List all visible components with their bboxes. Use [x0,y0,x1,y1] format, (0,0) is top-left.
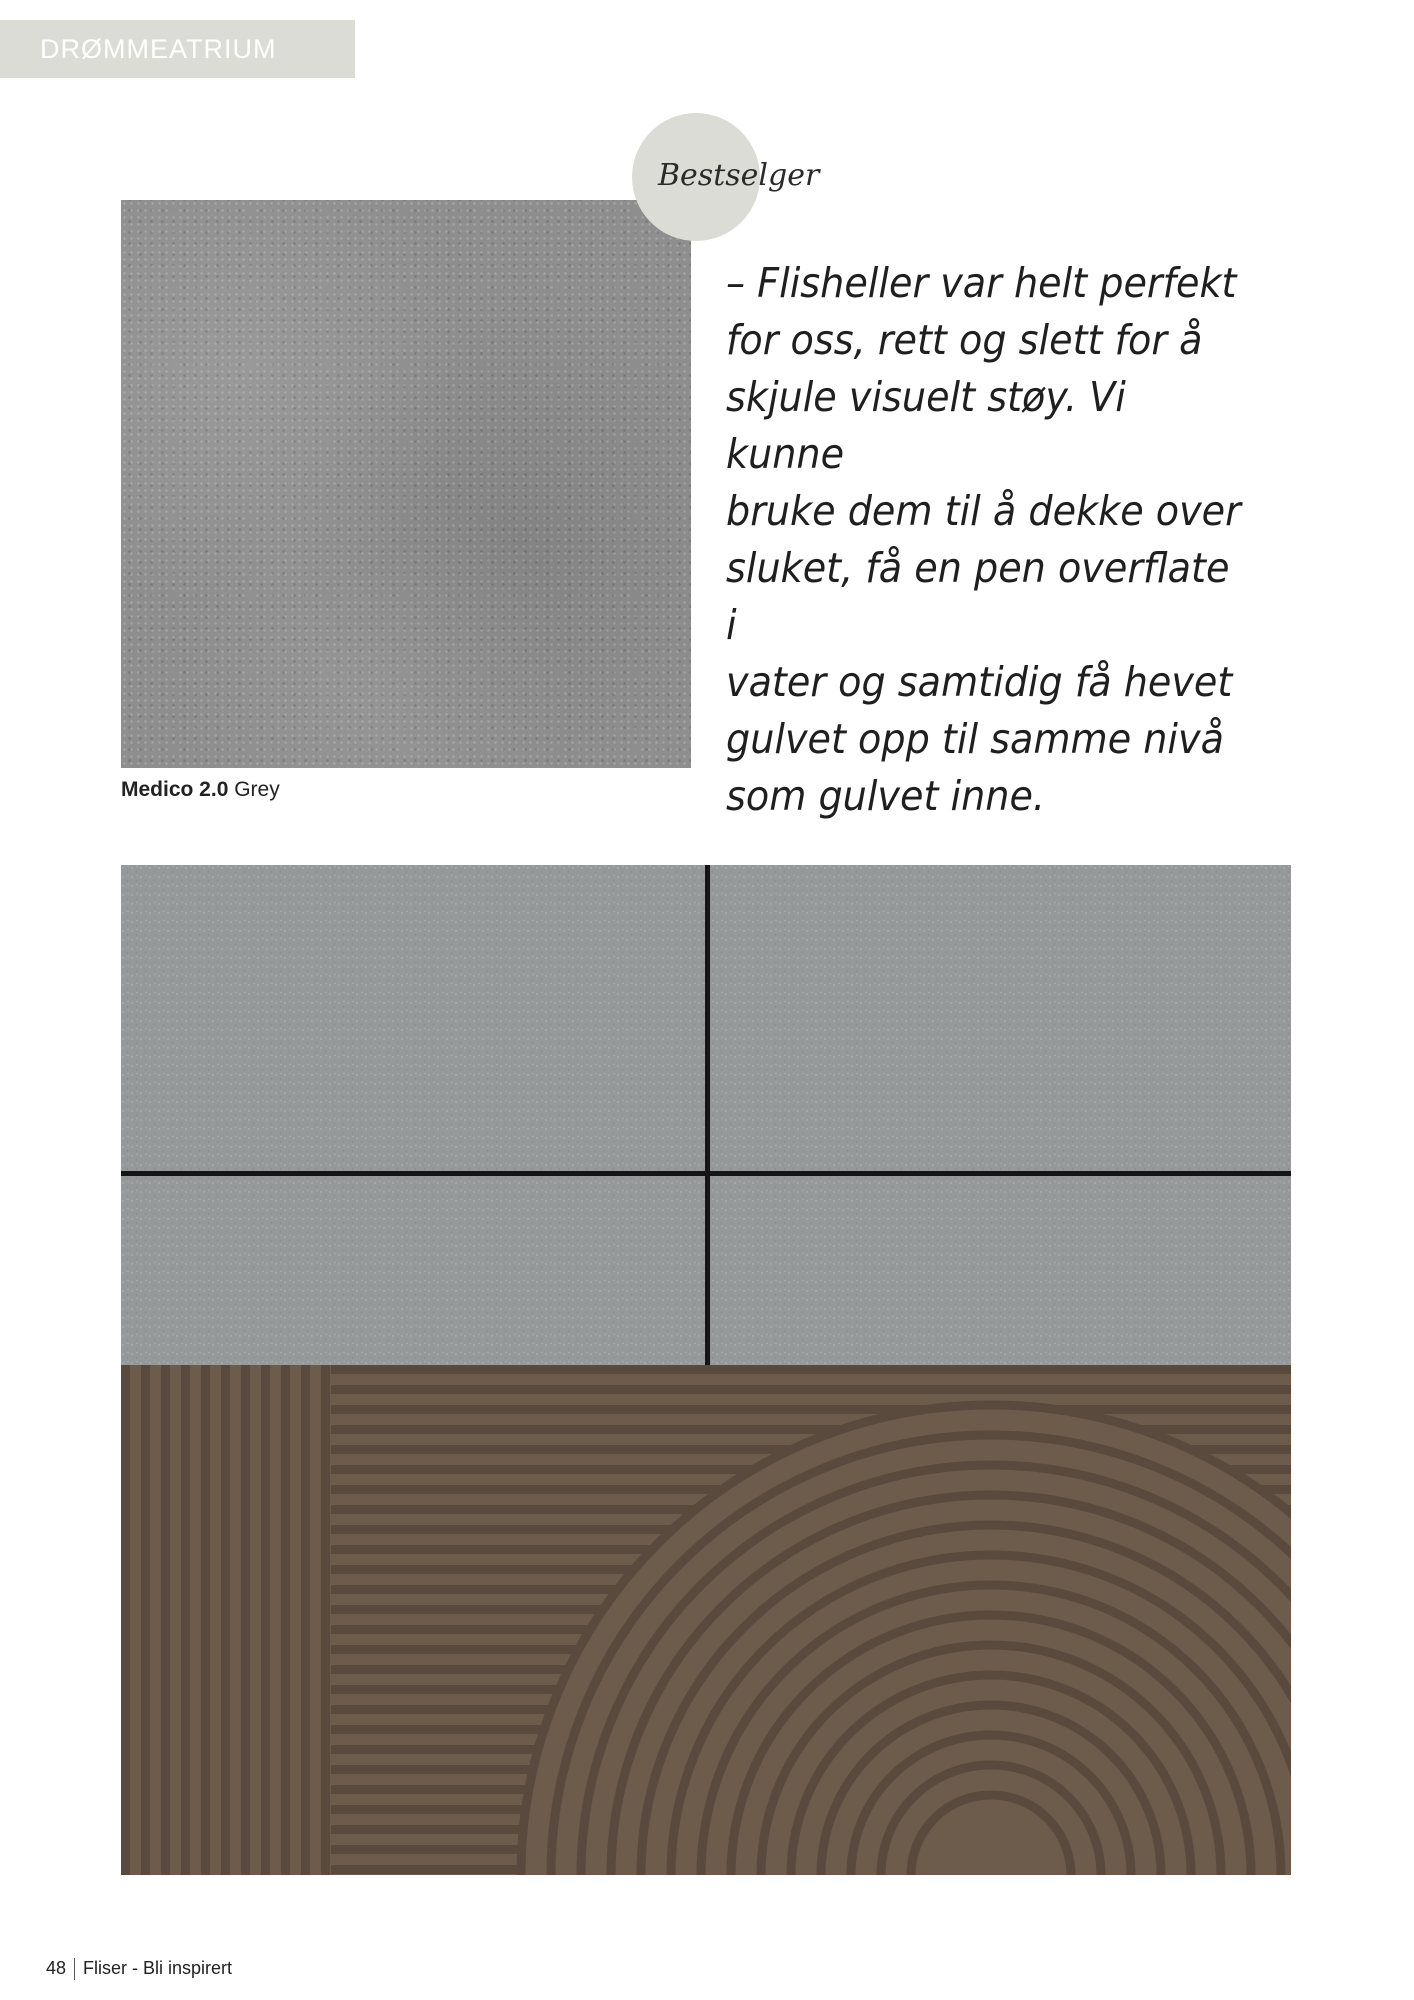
installation-photo [121,865,1291,1875]
page-footer [46,1958,232,1980]
bestseller-badge-label: Bestselger [658,158,820,193]
section-tab [0,20,355,78]
product-variant: Grey [234,778,280,801]
quote-line: skjule visuelt støy. Vi kunne [726,373,1126,478]
product-caption [121,778,280,802]
quote-line: bruke dem til å dekke over [726,487,1241,535]
quote-line: vater og samtidig få hevet [726,658,1233,706]
quote-line: gulvet opp til samme nivå [726,715,1224,763]
tiles-and-doormat-photo [121,865,1291,1875]
quote-line: sluket, få en pen overflate i [726,544,1230,649]
customer-quote [726,255,1247,825]
page-number: 48 [46,1958,67,1978]
quote-line: for oss, rett og slett for å [726,316,1203,364]
quote-line: – Flisheller var helt perfekt [726,259,1237,307]
product-swatch-image [121,200,691,768]
section-label: DRØMMEATRIUM [40,34,277,64]
product-name: Medico 2.0 [121,778,229,801]
quote-line: som gulvet inne. [726,772,1046,820]
publication-title: Fliser - Bli inspirert [83,1958,233,1978]
footer-divider [74,1958,75,1980]
